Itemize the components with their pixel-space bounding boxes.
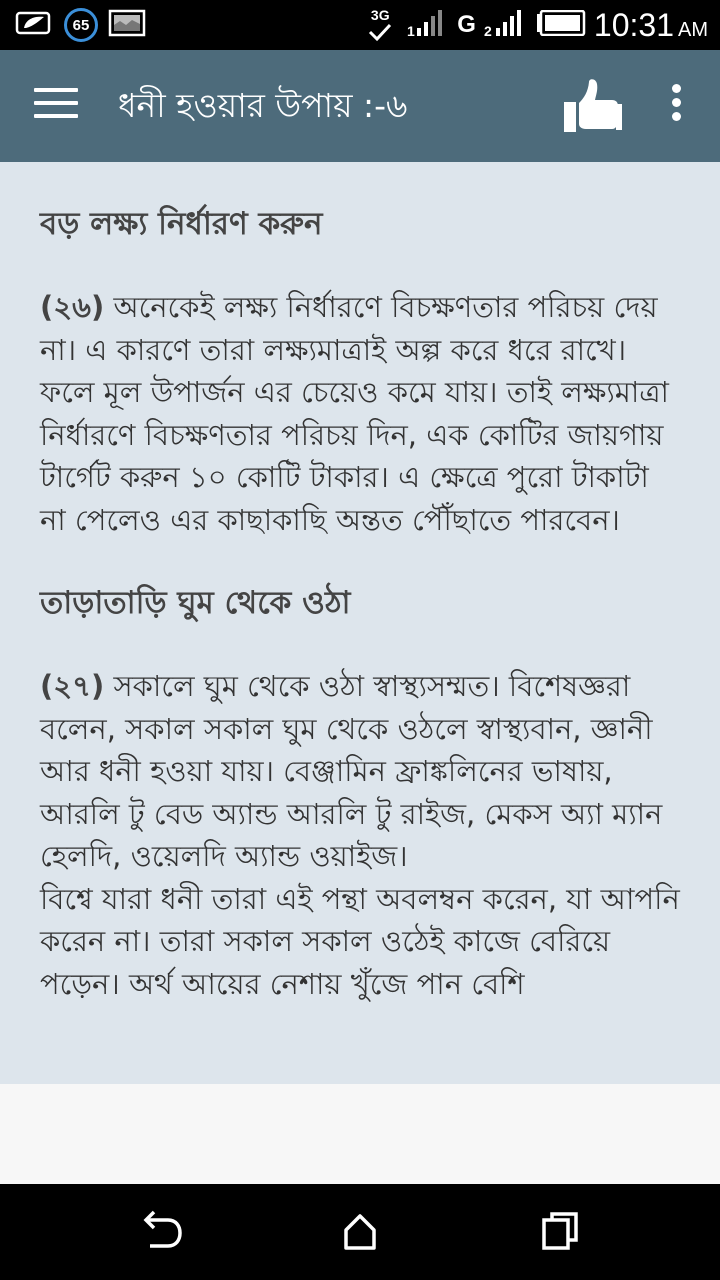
menu-icon-bar	[34, 114, 78, 118]
back-button[interactable]	[130, 1206, 190, 1258]
section-heading: বড় লক্ষ্য নির্ধারণ করুন	[40, 206, 323, 242]
recents-icon	[530, 1206, 590, 1258]
network-type-g: G	[457, 11, 476, 38]
page-title: ধনী হওয়ার উপায় :-৬	[118, 86, 408, 125]
menu-button[interactable]	[34, 88, 78, 124]
leaf-notification-icon	[14, 8, 54, 42]
home-button[interactable]	[330, 1206, 390, 1258]
battery-icon	[536, 10, 586, 40]
section-heading: তাড়াতাড়ি ঘুম থেকে ওঠা	[40, 585, 351, 621]
more-vert-icon	[672, 84, 681, 93]
status-bar	[0, 0, 720, 50]
ad-banner-area	[0, 1084, 720, 1184]
more-vert-dot	[672, 112, 681, 121]
recents-button[interactable]	[530, 1206, 590, 1258]
article-content[interactable]	[0, 162, 720, 1084]
svg-text:1: 1	[407, 23, 416, 38]
menu-icon-bar	[34, 101, 78, 105]
article-paragraph	[40, 286, 680, 541]
notification-count-badge: 65	[64, 8, 98, 42]
thumbs-up-icon	[560, 76, 624, 136]
image-notification-icon	[108, 9, 146, 41]
paragraph-text: অনেকেই লক্ষ্য নির্ধারণে বিচক্ষণতার পরিচয় দেয় না। এ কারণে তারা লক্ষ্যমাত্রাই অল্প করে ধরে রাখে। ফলে মূল উপার্জন এর চেয়েও কমে যায়। তাই লক্ষ্যমাত্রা নির্ধারণে বিচক্ষণতার পরিচয় দিন, এক কোটির জায়গায় টার্গেট করুন ১০ কোটি টাকার। এ ক্ষেত্রে পুরো টাকাটা না পেলেও এর কাছাকাছি অন্তত পৌঁছাতে পারবেন।	[40, 290, 669, 537]
system-nav-bar	[0, 1184, 720, 1280]
more-vert-dot	[672, 98, 681, 107]
menu-icon	[34, 88, 78, 92]
clock-ampm: AM	[678, 18, 708, 41]
item-number: (২৬)	[40, 290, 105, 324]
network-type-3g: 3G	[370, 7, 390, 23]
article-body	[0, 162, 720, 1005]
paragraph-text: সকালে ঘুম থেকে ওঠা স্বাস্থ্যসম্মত। বিশেষজ্ঞরা বলেন, সকাল সকাল ঘুম থেকে ওঠলে স্বাস্থ্যবান, জ্ঞানী আর ধনী হওয়া যায়। বেঞ্জামিন ফ্রাঙ্কলিনের ভাষায়, আরলি টু বেড অ্যান্ড আরলি টু রাইজ, মেকস অ্যা ম্যান হেলদি, ওয়েলদি অ্যান্ড ওয়াইজ।	[40, 669, 663, 873]
app-toolbar	[0, 50, 720, 162]
svg-text:2: 2	[483, 23, 492, 38]
item-number: (২৭)	[40, 669, 105, 703]
status-left	[14, 6, 146, 44]
signal-icon	[484, 8, 528, 42]
signal-icon	[407, 8, 449, 42]
more-options-button[interactable]	[660, 84, 692, 128]
home-icon	[330, 1206, 390, 1258]
status-right	[367, 0, 708, 50]
article-paragraph: বিশ্বে যারা ধনী তারা এই পন্থা অবলম্বন করেন, যা আপনি করেন না। তারা সকাল সকাল ওঠেই কাজে বেরিয়ে পড়েন। অর্থ আয়ের নেশায় খুঁজে পান বেশি	[40, 881, 680, 1001]
back-icon	[130, 1206, 190, 1258]
clock-time: 10:31	[593, 6, 674, 43]
data-sync-icon	[367, 8, 393, 42]
like-button[interactable]	[560, 76, 624, 136]
clock	[594, 7, 708, 44]
article-paragraph	[40, 665, 680, 878]
